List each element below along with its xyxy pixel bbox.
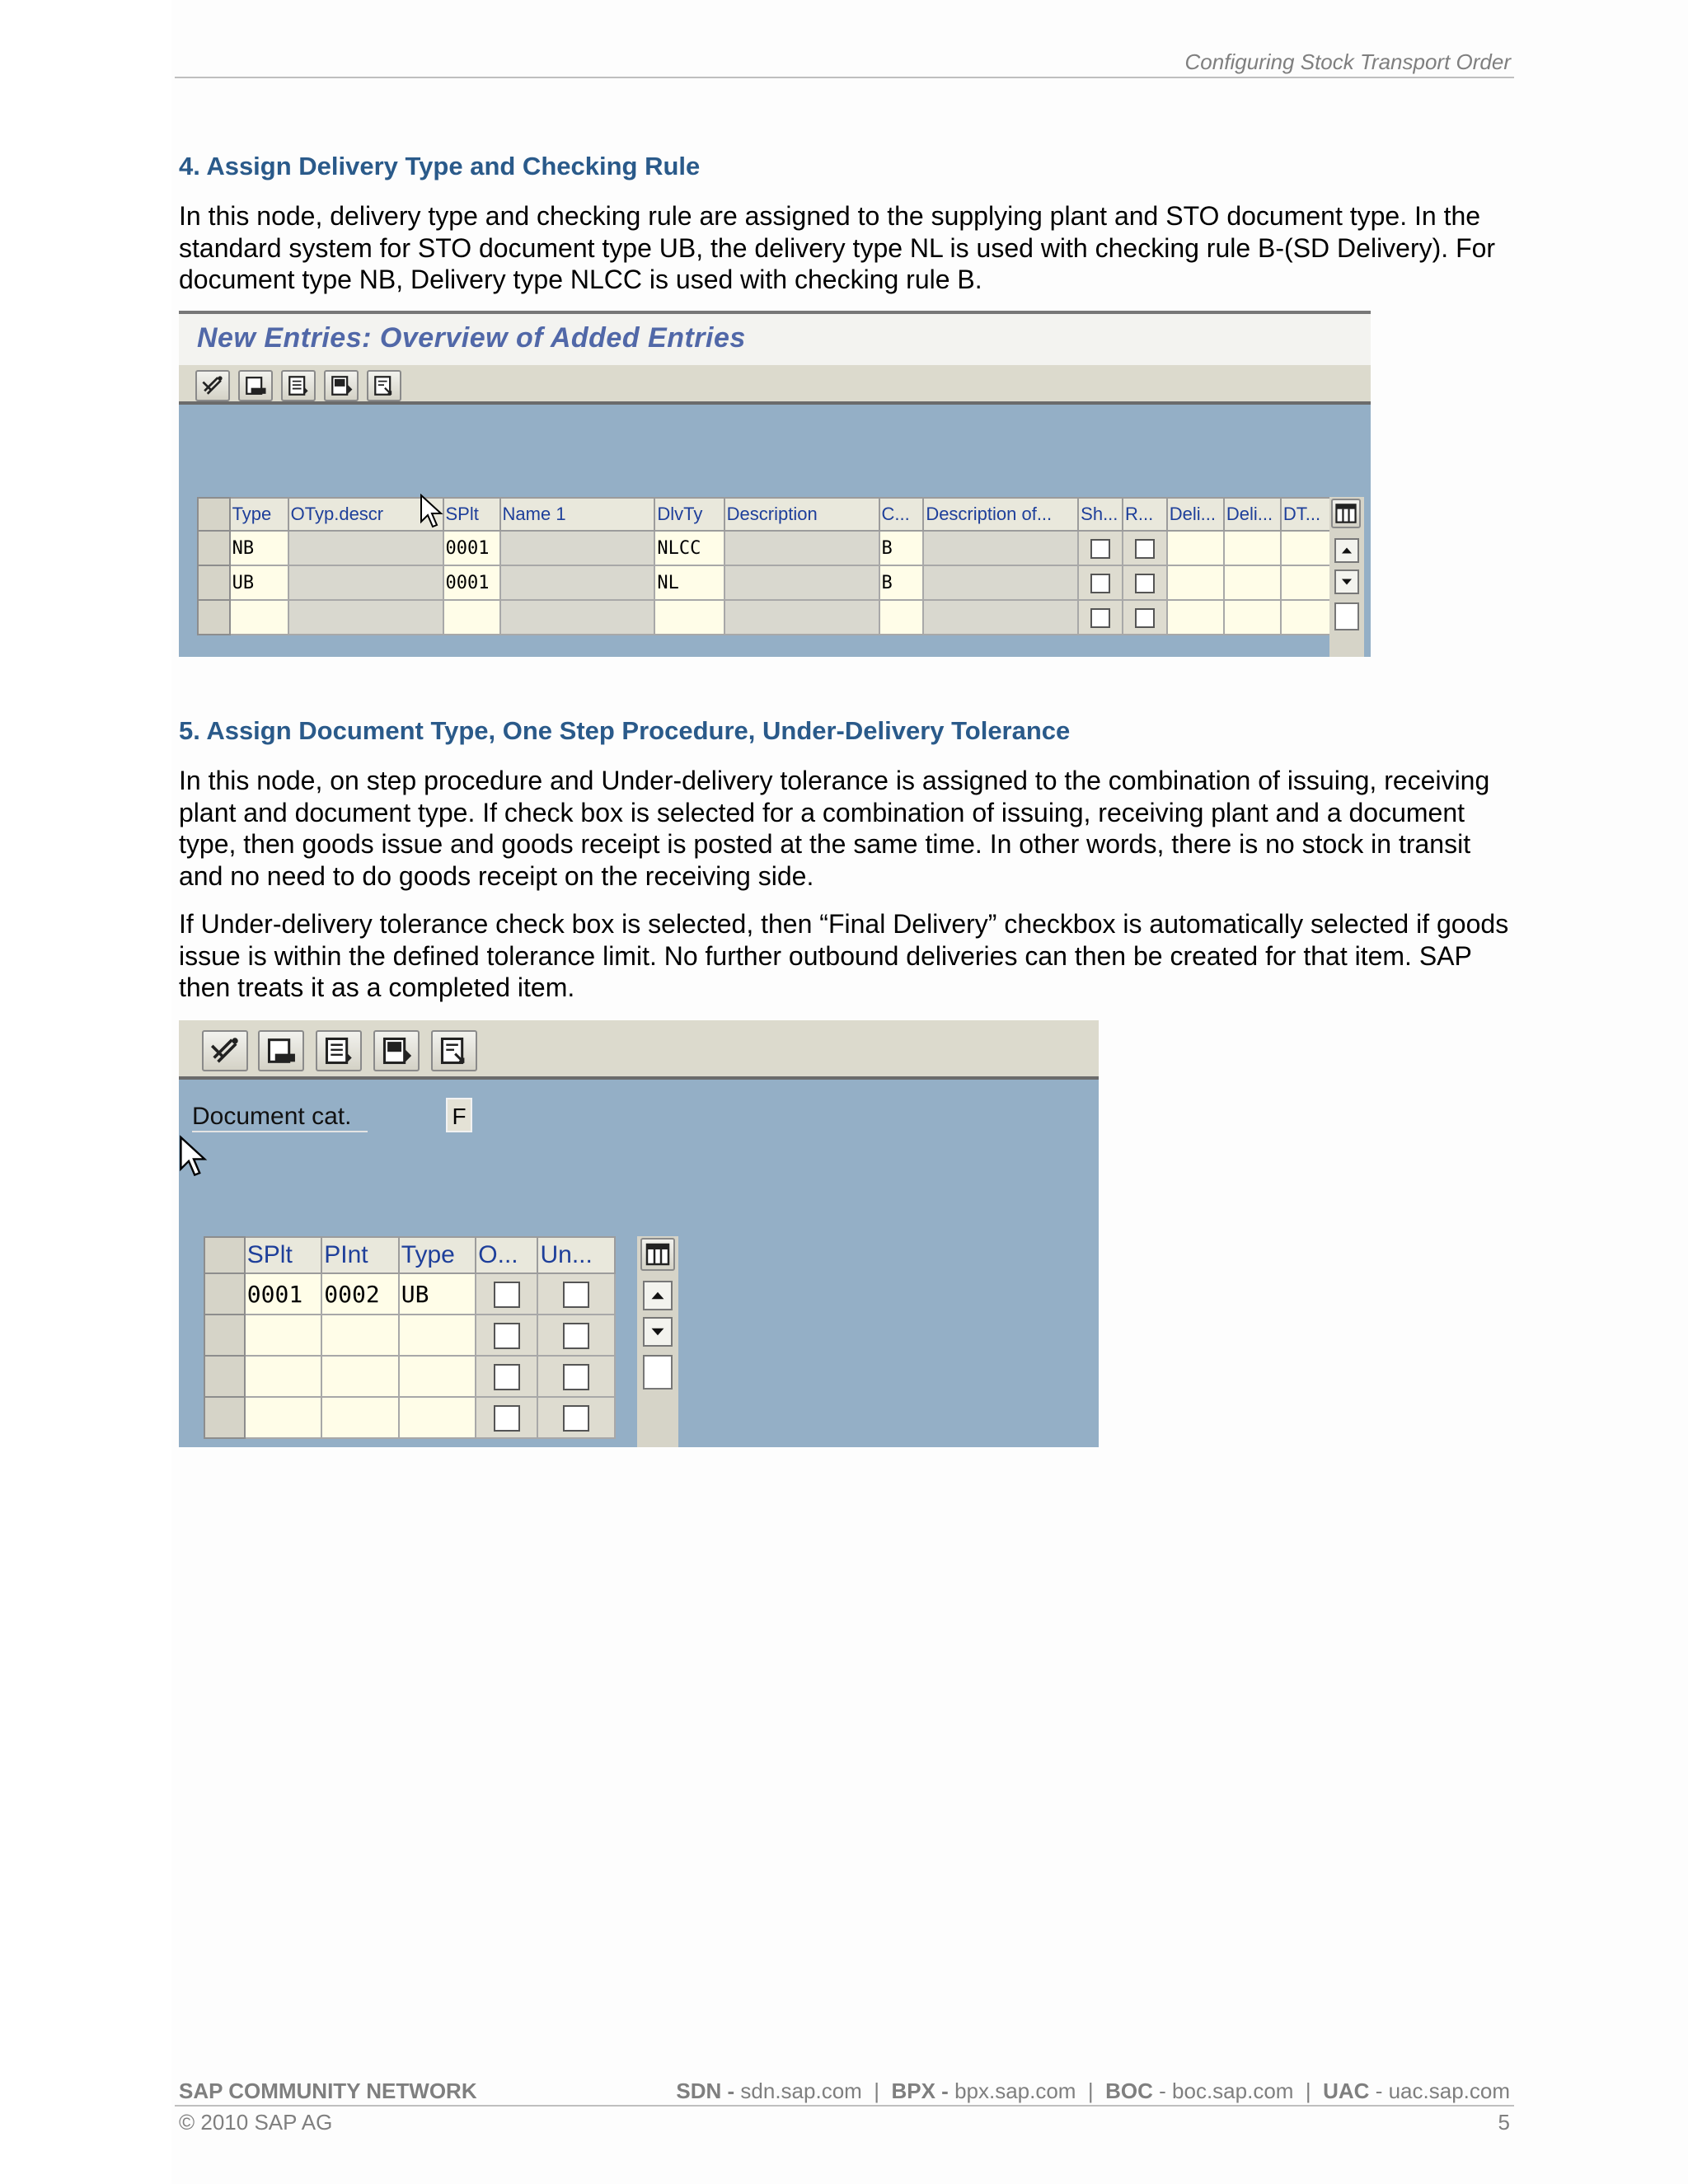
r-checkbox[interactable] bbox=[1135, 574, 1155, 593]
scroll-up-button[interactable] bbox=[643, 1281, 673, 1310]
sh-checkbox-cell bbox=[1078, 600, 1123, 635]
description-of-cell bbox=[923, 531, 1078, 565]
footer-network: SAP COMMUNITY NETWORK bbox=[179, 2079, 477, 2103]
splt-cell[interactable]: 0001 bbox=[443, 531, 500, 565]
mouse-pointer-icon bbox=[420, 494, 444, 530]
row-selector[interactable] bbox=[204, 1397, 245, 1438]
row-selector[interactable] bbox=[204, 1315, 245, 1356]
column-header[interactable]: Type bbox=[399, 1237, 476, 1273]
deli-cell[interactable] bbox=[1167, 565, 1224, 600]
one-step-checkbox[interactable] bbox=[494, 1364, 520, 1390]
splt-cell[interactable] bbox=[245, 1315, 322, 1356]
dlvty-cell[interactable] bbox=[654, 600, 724, 635]
r-checkbox[interactable] bbox=[1135, 539, 1155, 559]
scroll-thumb[interactable] bbox=[643, 1355, 673, 1390]
under-delivery-checkbox-cell bbox=[537, 1356, 615, 1397]
mouse-pointer-icon bbox=[179, 1134, 209, 1180]
footer-link-label: BOC bbox=[1105, 2079, 1153, 2103]
row-selector[interactable] bbox=[204, 1273, 245, 1315]
column-header[interactable]: Deli... bbox=[1224, 498, 1281, 531]
table-row bbox=[198, 531, 1338, 565]
splt-cell[interactable] bbox=[443, 600, 500, 635]
screen-title: New Entries: Overview of Added Entries bbox=[197, 322, 746, 354]
under-delivery-checkbox-cell bbox=[537, 1397, 615, 1438]
column-header[interactable]: OTyp.descr bbox=[288, 498, 443, 531]
type-cell[interactable] bbox=[399, 1397, 476, 1438]
deli-cell[interactable] bbox=[1167, 531, 1224, 565]
table-row bbox=[204, 1273, 615, 1315]
plnt-cell[interactable] bbox=[321, 1397, 399, 1438]
name1-cell bbox=[500, 600, 655, 635]
one-step-checkbox-cell bbox=[476, 1273, 537, 1315]
section-5-paragraph-1: In this node, on step procedure and Under-delivery tolerance is assigned to the combination of issuing, receiving plant and document type. If check box is selected for a combination of issuing, receiving plant and a document type, then goods issue and goods receipt is posted at the same time. In other words, there is no stock in transit and no need to do goods receipt on the receiving side. bbox=[179, 766, 1490, 891]
otyp-descr-cell bbox=[288, 531, 443, 565]
column-header[interactable]: Description of... bbox=[923, 498, 1078, 531]
footer-separator: | bbox=[1087, 2079, 1094, 2103]
plnt-cell[interactable]: 0002 bbox=[321, 1273, 399, 1315]
table-row bbox=[204, 1397, 615, 1438]
plnt-cell[interactable] bbox=[321, 1356, 399, 1397]
save-icon[interactable] bbox=[238, 370, 273, 401]
r-checkbox-cell bbox=[1123, 600, 1167, 635]
previous-entry-icon[interactable] bbox=[324, 370, 359, 401]
column-header[interactable]: O... bbox=[476, 1237, 537, 1273]
copyright: © 2010 SAP AG bbox=[179, 2110, 333, 2135]
one-step-checkbox-cell bbox=[476, 1397, 537, 1438]
one-step-checkbox[interactable] bbox=[494, 1323, 520, 1349]
deli-cell[interactable] bbox=[1167, 600, 1224, 635]
table-row bbox=[204, 1356, 615, 1397]
under-delivery-checkbox[interactable] bbox=[563, 1282, 589, 1308]
change-icon[interactable] bbox=[202, 1030, 248, 1071]
footer-links bbox=[676, 2079, 1510, 2104]
type-cell[interactable] bbox=[399, 1315, 476, 1356]
one-step-checkbox[interactable] bbox=[494, 1282, 520, 1308]
footer-link-label: SDN - bbox=[676, 2079, 735, 2103]
splt-cell[interactable]: 0001 bbox=[443, 565, 500, 600]
description-of-cell bbox=[923, 600, 1078, 635]
column-header[interactable]: Deli... bbox=[1167, 498, 1224, 531]
r-checkbox-cell bbox=[1123, 531, 1167, 565]
type-cell[interactable] bbox=[230, 600, 288, 635]
under-delivery-checkbox-cell bbox=[537, 1273, 615, 1315]
save-icon[interactable] bbox=[258, 1030, 304, 1071]
table-row bbox=[198, 600, 1338, 635]
sh-checkbox[interactable] bbox=[1090, 539, 1110, 559]
footer-link[interactable]: bpx.sap.com bbox=[954, 2079, 1076, 2103]
column-header[interactable]: R... bbox=[1123, 498, 1167, 531]
column-header[interactable]: C... bbox=[879, 498, 924, 531]
one-step-checkbox-cell bbox=[476, 1315, 537, 1356]
section-5-paragraph-2: If Under-delivery tolerance check box is selected, then “Final Delivery” checkbox is automatically selected if goods issue is within the defined tolerance limit. No further outbound deliveries can then be created for that item. SAP then treats it as a completed item. bbox=[179, 909, 1509, 1002]
page-number: 5 bbox=[1498, 2110, 1510, 2135]
table-row bbox=[204, 1315, 615, 1356]
select-all-icon[interactable] bbox=[431, 1030, 477, 1071]
sap-title-bar bbox=[179, 311, 1371, 365]
scroll-down-button[interactable] bbox=[643, 1317, 673, 1347]
scroll-up-button[interactable] bbox=[1334, 538, 1359, 563]
scroll-thumb[interactable] bbox=[1334, 602, 1359, 630]
footer-link[interactable]: - uac.sap.com bbox=[1375, 2079, 1510, 2103]
column-header[interactable]: Name 1 bbox=[500, 498, 655, 531]
footer-link-label: BPX - bbox=[891, 2079, 949, 2103]
column-header[interactable]: SPlt bbox=[245, 1237, 322, 1273]
change-icon[interactable] bbox=[195, 370, 230, 401]
row-selector-header[interactable] bbox=[198, 498, 230, 531]
document-cat-field[interactable]: F bbox=[446, 1098, 472, 1132]
otyp-descr-cell bbox=[288, 565, 443, 600]
next-entry-icon[interactable] bbox=[316, 1030, 362, 1071]
footer-separator: | bbox=[1305, 2079, 1311, 2103]
row-selector[interactable] bbox=[204, 1356, 245, 1397]
dlvty-cell[interactable]: NLCC bbox=[654, 531, 724, 565]
row-selector[interactable] bbox=[198, 565, 230, 600]
sap-screen-one-step-procedure bbox=[179, 1020, 1099, 1447]
sh-checkbox[interactable] bbox=[1090, 608, 1110, 628]
column-header[interactable]: PInt bbox=[321, 1237, 399, 1273]
one-step-checkbox-cell bbox=[476, 1356, 537, 1397]
column-header[interactable]: Sh... bbox=[1078, 498, 1123, 531]
footer-rule bbox=[175, 2105, 1514, 2107]
r-checkbox-cell bbox=[1123, 565, 1167, 600]
type-cell[interactable]: NB bbox=[230, 531, 288, 565]
one-step-procedure-table bbox=[204, 1236, 616, 1439]
column-header[interactable]: DlvTy bbox=[654, 498, 724, 531]
section-4-heading: 4. Assign Delivery Type and Checking Rule bbox=[179, 152, 701, 180]
column-header[interactable]: Un... bbox=[537, 1237, 615, 1273]
application-toolbar bbox=[179, 365, 1371, 405]
plnt-cell[interactable] bbox=[321, 1315, 399, 1356]
column-header[interactable]: DT... bbox=[1281, 498, 1338, 531]
sh-checkbox[interactable] bbox=[1090, 574, 1110, 593]
delivery-type-table bbox=[197, 497, 1339, 635]
scroll-down-button[interactable] bbox=[1334, 569, 1359, 594]
name1-cell bbox=[500, 531, 655, 565]
under-delivery-checkbox[interactable] bbox=[563, 1323, 589, 1349]
next-entry-icon[interactable] bbox=[281, 370, 316, 401]
under-delivery-checkbox[interactable] bbox=[563, 1364, 589, 1390]
header-rule bbox=[175, 77, 1514, 78]
vertical-scrollbar[interactable] bbox=[1329, 497, 1364, 657]
table-row bbox=[198, 565, 1338, 600]
section-4-paragraph: In this node, delivery type and checking rule are assigned to the supplying plant and STO document type. In the standard system for STO document type UB, the delivery type NL is used with checking rule B-(SD Delivery). For document type NB, Delivery type NLCC is used with checking rule B. bbox=[179, 201, 1496, 294]
footer-separator: | bbox=[874, 2079, 880, 2103]
application-toolbar bbox=[179, 1020, 1099, 1080]
description-cell bbox=[724, 600, 879, 635]
description-of-cell bbox=[923, 565, 1078, 600]
screen-body bbox=[179, 1080, 1099, 1447]
checking-rule-cell[interactable] bbox=[879, 600, 924, 635]
vertical-scrollbar[interactable] bbox=[637, 1236, 678, 1447]
deli-cell[interactable] bbox=[1224, 565, 1281, 600]
deli-cell[interactable] bbox=[1224, 600, 1281, 635]
table-settings-icon[interactable] bbox=[1331, 499, 1361, 528]
otyp-descr-cell bbox=[288, 600, 443, 635]
r-checkbox[interactable] bbox=[1135, 608, 1155, 628]
select-all-icon[interactable] bbox=[367, 370, 401, 401]
deli-cell[interactable] bbox=[1224, 531, 1281, 565]
column-header[interactable]: Description bbox=[724, 498, 879, 531]
running-header: Configuring Stock Transport Order bbox=[1184, 49, 1511, 74]
splt-cell[interactable]: 0001 bbox=[245, 1273, 322, 1315]
dlvty-cell[interactable]: NL bbox=[654, 565, 724, 600]
screen-body bbox=[179, 405, 1371, 657]
description-cell bbox=[724, 565, 879, 600]
footer-link-label: UAC bbox=[1323, 2079, 1370, 2103]
table-settings-icon[interactable] bbox=[640, 1238, 675, 1271]
under-delivery-checkbox[interactable] bbox=[563, 1405, 589, 1432]
name1-cell bbox=[500, 565, 655, 600]
type-cell[interactable]: UB bbox=[399, 1273, 476, 1315]
sap-screen-delivery-type bbox=[179, 311, 1371, 657]
one-step-checkbox[interactable] bbox=[494, 1405, 520, 1432]
row-selector[interactable] bbox=[198, 531, 230, 565]
type-cell[interactable] bbox=[399, 1356, 476, 1397]
section-5-heading: 5. Assign Document Type, One Step Procedure, Under-Delivery Tolerance bbox=[179, 716, 1071, 745]
splt-cell[interactable] bbox=[245, 1356, 322, 1397]
sh-checkbox-cell bbox=[1078, 531, 1123, 565]
column-header[interactable]: SPlt bbox=[443, 498, 500, 531]
column-header[interactable]: Type bbox=[230, 498, 288, 531]
row-selector-header[interactable] bbox=[204, 1237, 245, 1273]
description-cell bbox=[724, 531, 879, 565]
splt-cell[interactable] bbox=[245, 1397, 322, 1438]
row-selector[interactable] bbox=[198, 600, 230, 635]
checking-rule-cell[interactable]: B bbox=[879, 565, 924, 600]
sh-checkbox-cell bbox=[1078, 565, 1123, 600]
checking-rule-cell[interactable]: B bbox=[879, 531, 924, 565]
footer-link[interactable]: - boc.sap.com bbox=[1159, 2079, 1294, 2103]
under-delivery-checkbox-cell bbox=[537, 1315, 615, 1356]
document-cat-label: Document cat. bbox=[192, 1103, 368, 1132]
previous-entry-icon[interactable] bbox=[373, 1030, 420, 1071]
footer-link[interactable]: sdn.sap.com bbox=[740, 2079, 862, 2103]
type-cell[interactable]: UB bbox=[230, 565, 288, 600]
